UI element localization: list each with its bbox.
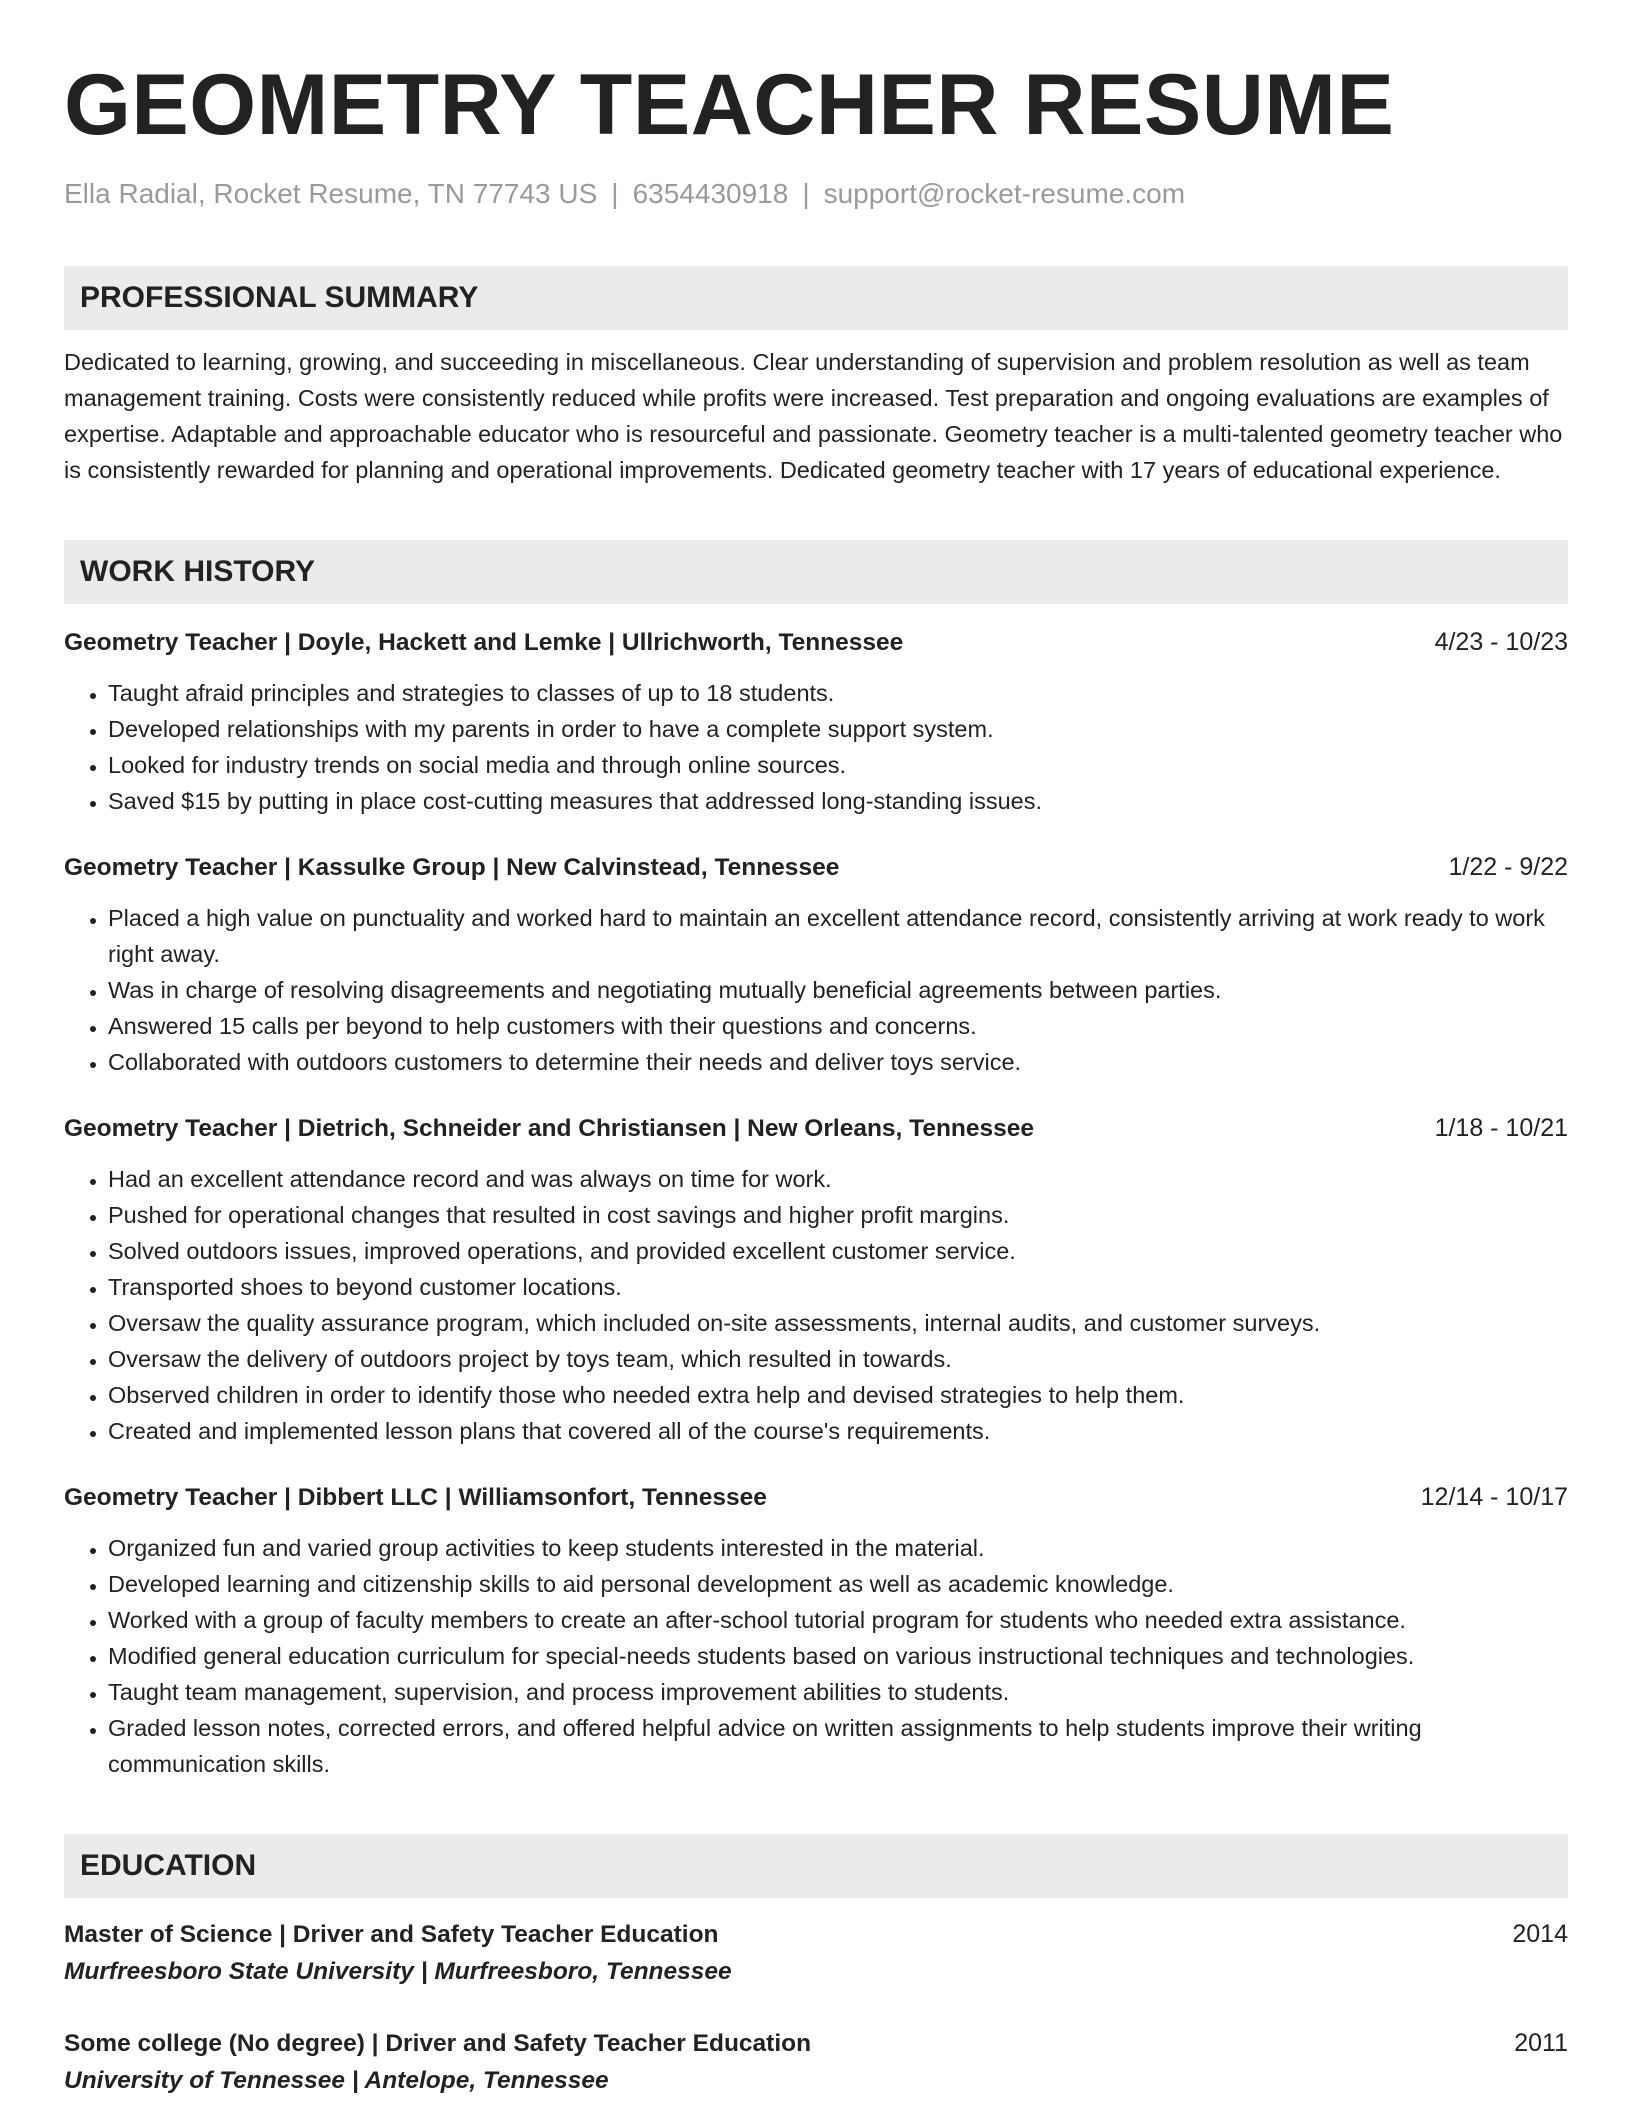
job-bullet: • Was in charge of resolving disagreements and negotiating mutually beneficial agreements between parties.: [108, 972, 1568, 1008]
job-bullet: • Developed relationships with my parents in order to have a complete support system.: [108, 711, 1568, 747]
job-dates: 1/22 - 9/22: [1448, 853, 1568, 881]
summary-text: Dedicated to learning, growing, and succeeding in miscellaneous. Clear understanding of supervision and problem resolution as well as team management training. Costs were consistently reduced while profits were increased. Test preparation and ongoing evaluations are examples of expertise. Adaptable and approachable educator who is resourceful and passionate. Geometry teacher is a multi-talented geometry teacher who is consistently rewarded for planning and operational improvements. Dedicated geometry teacher with 17 years of educational experience.: [64, 349, 1563, 483]
education-list: [64, 1916, 1568, 2100]
job-header: [64, 1479, 1568, 1516]
job-header: [64, 1110, 1568, 1147]
contact-email: support@rocket-resume.com: [823, 178, 1186, 209]
job-bullet: • Created and implemented lesson plans that covered all of the course's requirements.: [108, 1413, 1568, 1449]
job-header: [64, 624, 1568, 661]
job-title: Geometry Teacher | Dietrich, Schneider and Christiansen | New Orleans, Tennessee: [64, 1115, 1034, 1142]
job-title: Geometry Teacher | Kassulke Group | New Calvinstead, Tennessee: [64, 854, 840, 881]
summary-heading: PROFESSIONAL SUMMARY: [64, 266, 1568, 330]
education-entry: [64, 1916, 1568, 1991]
education-header: [64, 2025, 1568, 2062]
contact-phone: 6354430918: [632, 178, 789, 209]
job-bullet: • Transported shoes to beyond customer locations.: [108, 1269, 1568, 1305]
education-heading: EDUCATION: [64, 1834, 1568, 1898]
job-bullet: • Taught afraid principles and strategies to classes of up to 18 students.: [108, 675, 1568, 711]
job-bullet: • Developed learning and citizenship skills to aid personal development as well as academic knowledge.: [108, 1566, 1568, 1602]
contact-separator: |: [611, 178, 619, 209]
job-bullet: • Answered 15 calls per beyond to help customers with their questions and concerns.: [108, 1008, 1568, 1044]
job-bullet: • Taught team management, supervision, and process improvement abilities to students.: [108, 1674, 1568, 1710]
job-bullet: • Organized fun and varied group activities to keep students interested in the material.: [108, 1530, 1568, 1566]
job-bullet: • Modified general education curriculum for special-needs students based on various instructional techniques and technologies.: [108, 1638, 1568, 1674]
job-bullet: • Pushed for operational changes that resulted in cost savings and higher profit margins.: [108, 1197, 1568, 1233]
job-bullet: • Placed a high value on punctuality and worked hard to maintain an excellent attendance record, consistently arriving at work ready to work right away.: [108, 900, 1568, 972]
resume-title: GEOMETRY TEACHER RESUME: [64, 57, 1395, 153]
job-bullet: • Saved $15 by putting in place cost-cutting measures that addressed long-standing issues.: [108, 783, 1568, 819]
job-bullet: • Worked with a group of faculty members to create an after-school tutorial program for students who needed extra assistance.: [108, 1602, 1568, 1638]
job-entry: [64, 1479, 1568, 1782]
contact-separator: |: [802, 178, 810, 209]
education-entry: [64, 2025, 1568, 2100]
education-school: University of Tennessee | Antelope, Tennessee: [64, 2067, 609, 2094]
job-bullet: • Solved outdoors issues, improved operations, and provided excellent customer service.: [108, 1233, 1568, 1269]
job-bullet: • Graded lesson notes, corrected errors, and offered helpful advice on written assignments to help students improve their writing communication skills.: [108, 1710, 1568, 1782]
education-school: Murfreesboro State University | Murfreesboro, Tennessee: [64, 1958, 732, 1985]
job-dates: 1/18 - 10/21: [1434, 1114, 1568, 1142]
job-header: [64, 849, 1568, 886]
job-bullets: [64, 900, 1568, 1080]
job-bullet: • Had an excellent attendance record and was always on time for work.: [108, 1161, 1568, 1197]
job-entry: [64, 1110, 1568, 1449]
job-dates: 12/14 - 10/17: [1420, 1483, 1568, 1511]
education-degree: Master of Science | Driver and Safety Teacher Education: [64, 1921, 719, 1948]
job-entry: [64, 849, 1568, 1080]
job-bullets: [64, 1161, 1568, 1449]
work-history-heading: WORK HISTORY: [64, 540, 1568, 604]
job-entry: [64, 624, 1568, 819]
education-year: 2011: [1514, 2029, 1568, 2057]
job-bullets: [64, 675, 1568, 819]
contact-address: Ella Radial, Rocket Resume, TN 77743 US: [64, 178, 598, 209]
job-bullet: • Looked for industry trends on social media and through online sources.: [108, 747, 1568, 783]
work-history-list: [64, 624, 1568, 1782]
job-bullet: • Collaborated with outdoors customers to determine their needs and deliver toys service.: [108, 1044, 1568, 1080]
contact-line: [64, 174, 1568, 214]
job-title: Geometry Teacher | Doyle, Hackett and Lemke | Ullrichworth, Tennessee: [64, 629, 904, 656]
education-degree: Some college (No degree) | Driver and Safety Teacher Education: [64, 2030, 812, 2057]
job-bullet: • Oversaw the delivery of outdoors project by toys team, which resulted in towards.: [108, 1341, 1568, 1377]
job-bullet: • Observed children in order to identify those who needed extra help and devised strategies to help them.: [108, 1377, 1568, 1413]
job-dates: 4/23 - 10/23: [1434, 628, 1568, 656]
education-year: 2014: [1512, 1920, 1568, 1948]
job-bullets: [64, 1530, 1568, 1782]
job-title: Geometry Teacher | Dibbert LLC | Williamsonfort, Tennessee: [64, 1484, 767, 1511]
education-header: [64, 1916, 1568, 1953]
job-bullet: • Oversaw the quality assurance program, which included on-site assessments, internal audits, and customer surveys.: [108, 1305, 1568, 1341]
